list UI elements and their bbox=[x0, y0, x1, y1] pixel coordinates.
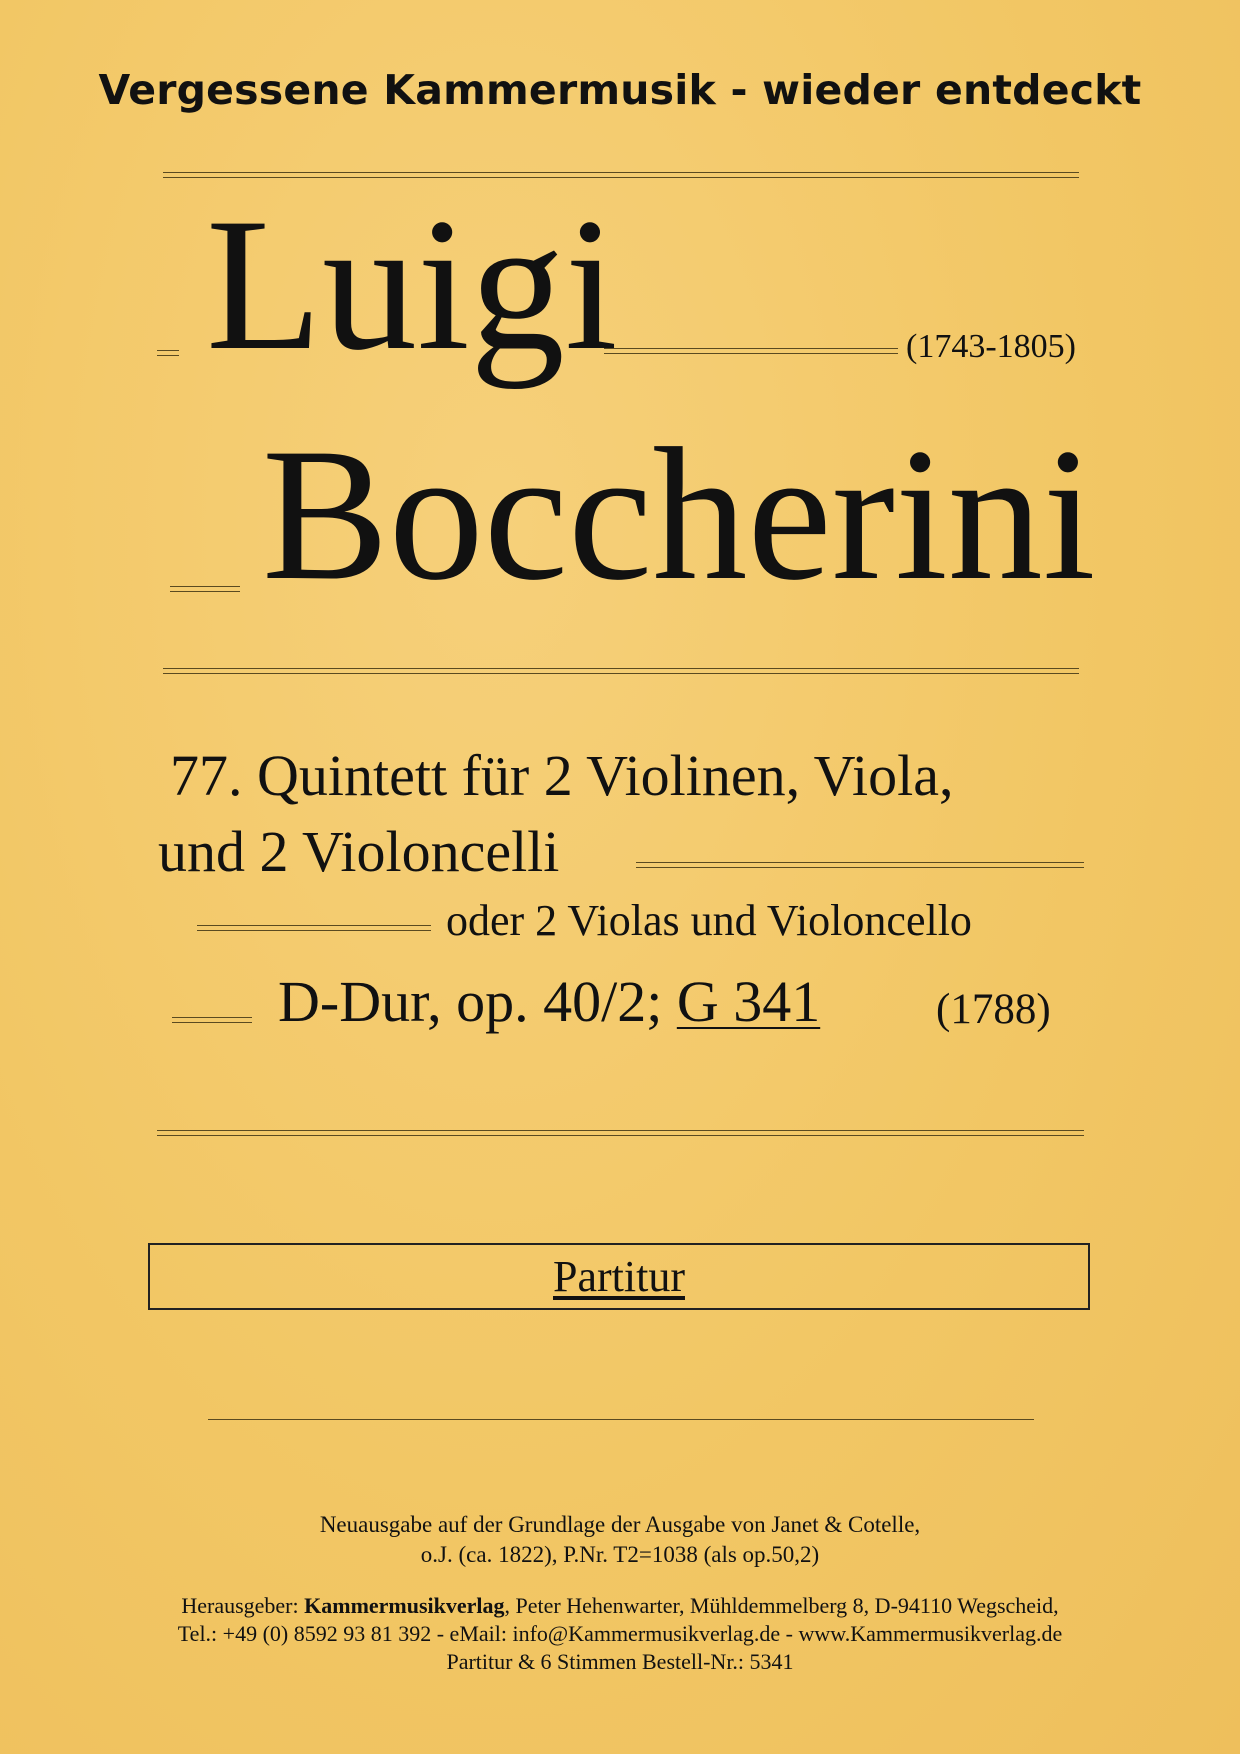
key-opus-text: D-Dur, op. 40/2; bbox=[278, 969, 663, 1034]
composer-first-name: Luigi bbox=[206, 180, 618, 390]
divider-bottom bbox=[157, 1130, 1084, 1136]
divider-small bbox=[172, 1017, 252, 1023]
source-note-line2: o.J. (ca. 1822), P.Nr. T2=1038 (als op.50,2) bbox=[420, 1542, 820, 1567]
divider-top bbox=[163, 172, 1079, 178]
divider-footer bbox=[208, 1419, 1034, 1420]
catalog-number: G 341 bbox=[676, 969, 821, 1034]
divider-small bbox=[170, 586, 240, 592]
score-label: Partitur bbox=[553, 1252, 685, 1301]
composer-last-name: Boccherini bbox=[262, 410, 1096, 620]
work-title-line3: oder 2 Violas und Violoncello bbox=[446, 896, 972, 945]
series-title: Vergessene Kammermusik - wieder entdeckt bbox=[98, 66, 1142, 114]
work-key-opus bbox=[278, 968, 820, 1035]
divider-name bbox=[604, 348, 898, 354]
divider-title bbox=[197, 925, 431, 931]
work-title-line1: 77. Quintett für 2 Violinen, Viola, bbox=[170, 743, 954, 808]
source-note-line1: Neuausgabe auf der Grundlage der Ausgabe von Janet & Cotelle, bbox=[319, 1512, 921, 1537]
work-year: (1788) bbox=[936, 986, 1051, 1033]
publisher-contact: Tel.: +49 (0) 8592 93 81 392 - eMail: info@Kammermusikverlag.de - www.Kammermusikverlag.de bbox=[177, 1621, 1063, 1646]
work-title-line2: und 2 Violoncelli bbox=[158, 819, 560, 884]
publisher-line bbox=[0, 1593, 1240, 1619]
score-label-box bbox=[148, 1243, 1090, 1310]
divider-mid bbox=[163, 668, 1079, 674]
divider-title bbox=[636, 862, 1084, 868]
composer-dates: (1743-1805) bbox=[906, 328, 1076, 365]
order-number: Partitur & 6 Stimmen Bestell-Nr.: 5341 bbox=[446, 1649, 794, 1674]
divider-small bbox=[157, 350, 179, 356]
publisher-label: Herausgeber: bbox=[181, 1593, 299, 1618]
publisher-name: Kammermusikverlag bbox=[304, 1593, 505, 1618]
publisher-address: , Peter Hehenwarter, Mühldemmelberg 8, D-94110 Wegscheid, bbox=[504, 1593, 1059, 1618]
